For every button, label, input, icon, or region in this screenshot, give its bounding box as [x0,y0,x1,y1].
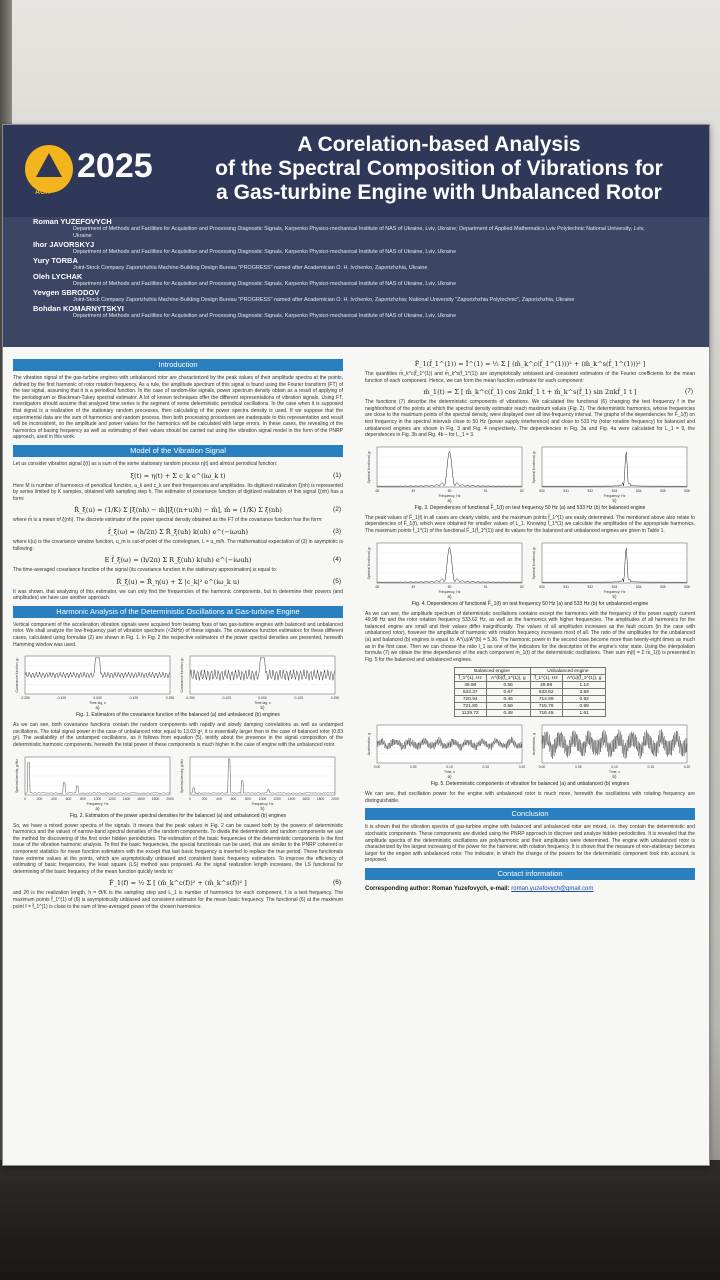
tick-label: 2000 [166,796,174,801]
table-header: f̂_1^(1), Hz [530,675,562,682]
table-cell: 0.46 [486,696,530,703]
section-harmonic-analysis: Harmonic Analysis of the Deterministic Oscillations at Gas-turbine Engine [13,606,343,618]
tick-label: -0.250 [20,696,30,701]
left-column [13,357,343,914]
author-name: Bohdan KOMARNYTSKYI [33,304,124,313]
results-text: The peak values of F̂_1(f) in all cases are clearly visible, and the maximum points f̂_1^(1) are easily determined. The mentioned above also relate to dependencies of F̂_1(f), which were obtained for smaller values of L_1. Knowing f̂_1^(1) we calculate the amplitudes of the appropriate harmonics. The maximum points f̂_1^(1) of the functional F̂_1(f̂_1^(1)) and its values for the balanced and unbalanced engines are given in Table 1. [365,514,695,534]
tick-label: 1400 [122,796,131,801]
tick-label: 0.00 [538,765,546,770]
results-text: As we can see, the amplitude spectrum of deterministic oscillations contains except the harmonics with the frequency of the power supply current 49.98 Hz and the rotor rotation frequency 533.62 Hz, as well as the harmonics with higher frequencies. The amplitudes of all harmonics for the balanced engine are small and their values differ insignificantly. The values of all amplitudes increases as the fault occurs (in the case with unbalanced rotor), however the amplitude of harmonic with rotation frequency increases most of all. The ratio of the amplitudes for the unbalanced (a) and balanced (b) engines is equal to: A^(u)/A^(b) = 5.36. The harmonic power in the second case become more than twenty-eight times as much as in the first case. Then we can choose the ratio I_1 as one of the indicators for the description of the engine's rotor state. Using the interpolation formula (7) we obtain the time dependence of the each component m̂_1(t) of the deterministic oscillations. Their sum m̂(t) = Σ m̂_1(t) is presented in Fig. 5 for the balanced and unbalanced engines. [365,610,695,663]
subfigure-label: b) [612,593,617,599]
tick-label: 1400 [287,796,296,801]
tick-label: -0.125 [56,696,67,701]
tick-label: 1000 [93,796,102,801]
equation-body: m̂_1(t) = Σ [ m̂_k^c(f̂_1) cos 2πkf̂_1 t + m̂_k^s(f̂_1) sin 2πkf̂_1 t ] [423,388,637,397]
x-axis-label: Frequency, Hz [438,589,461,594]
equation-body: F̂_1(f) = ½ Σ [ (m̂_k^c(f))² + (m̂_k^s(f))² ] [109,879,247,888]
acit-logo-icon [25,145,73,193]
poster [2,124,710,1166]
right-column [365,357,695,892]
results-text: The functions (7) describe the deterministic components of vibrations. We calculated the functional (6) changing the test frequency f in the neighborhood of the points at which the spectral density estimator reach maximum values (Fig. 2). The deterministic harmonics, whose frequencies are close to the maximum points of the spectral density, were displayed over all low-frequency interval. The graphs of the dependencies for F̂_1(f) on test frequency in the spectral intervals close to 50 Hz (power supply interference) and close to 533 Hz (rotor rotation frequency) for balanced and unbalanced engines are shown in Fig. 3 and Fig. 4 respectively. The dependencies in Fig. 3a and Fig. 4a were calculated for L_1 = 9, the dependences in Fig. 3b and Fig. 4b – for L_1 = 3. [365,399,695,439]
table-group-header: Unbalanced engine [530,668,606,675]
tick-label: 533 [611,488,618,493]
x-axis-label: Time, s [444,770,455,775]
subfigure-label: a) [95,805,100,811]
table-cell: 0.59 [486,703,530,710]
figure-2 [13,753,343,811]
equation-body: ξ(t) = η(t) + Σ c_k e^(iω_k t) [130,471,226,480]
contact-email-link[interactable]: roman.yuzefovych@gmail.com [511,886,594,893]
y-axis-label: Covariance function, g² [180,657,184,693]
subfigure-label: b) [612,497,617,503]
model-text: Let us consider vibration signal ξ(t) as a sum of the some stationary random process η(t) and almost periodical function: [13,460,278,467]
table-cell: 0.56 [486,682,530,689]
table-cell: 721.80 [454,703,486,710]
equation-2 [13,506,343,514]
table-cell: 3.59 [562,689,606,696]
tick-label: 0.250 [165,696,175,701]
equation-number: (2) [333,506,341,514]
conference-year: 2025 [77,147,153,185]
x-axis-label: Time lag, s [254,701,271,706]
x-axis-label: Frequency, Hz [86,801,109,806]
tick-label: 532 [587,584,594,589]
y-axis-label: Spectral density, g²/Hz [15,758,19,793]
model-text: where m̂ is a mean of ξ(nh). The discrete estimator of the power spectral density obtained as the FT of the covariance function has the form: [13,517,323,524]
equation-1 [13,472,343,480]
tick-label: 48 [375,584,379,589]
figure-caption: Fig. 1. Estimators of the covariance function of the balanced (a) and unbalanced (b) engines [76,712,280,719]
tick-label: 1200 [273,796,281,801]
equation-5 [13,578,343,586]
y-axis-label: Spectral functional, g² [367,546,371,579]
tick-label: 49 [411,584,416,589]
equation-body: f̂_ξ(ω) = (h/2π) Σ R̂_ξ(uh) k(uh) e^(−iωuh) [107,527,249,536]
author-affiliation: Joint-Stock Company Zaporizhzhia Machine-Building Design Bureau "PROGRESS" named after Academician O. H. Ivchenko, Zaporizhzhia; National University "Zaporizhzhia Polytechnic", Zaporizhzhia, Ukraine [73,297,575,303]
tick-label: 0.125 [129,696,138,701]
fig1-charts [13,652,343,710]
tick-label: 49 [411,488,416,493]
subfigure-label: b) [612,774,617,780]
table-header: f̂_1^(1), Hz [454,675,486,682]
equation-body: R̂_ξ(u) = R̂_η(u) + Σ |c_k|² e^(iω_k u) [116,577,240,586]
author-name: Ihor JAVORSKYJ [33,240,95,249]
contact-label: Corresponding author: Roman Yuzefovych, e-mail: [365,886,510,893]
tick-label: 0.15 [647,765,655,770]
figure-1 [13,652,343,710]
tick-label: 1200 [108,796,116,801]
equation-number: (7) [685,388,693,396]
author-name: Yury TORBA [33,256,78,265]
tick-label: 0.20 [518,765,526,770]
table-header: A^(u)(f̂_1^(1)), g [562,675,606,682]
conclusion-text: It is shown that the vibration spectra of gas-turbine engine with balanced and unbalanced rotor are mixed, i.e. they contain the deterministic and stochastic components. These components are divided using the PNRP approach to discover and analyze hidden periodicities. It is revealed that the amplitude spectra of the deterministic oscillations are polyharmonic and their amplitudes were determined. The engine with unbalanced rotor is characterized by the largest increasing of the power for the harmonic with rotation frequency. It is shown that the measure of non-stationary becomes larger for the engine with unbalanced rotor. The indicator, in which the change of the powers for the deterministic component took into account, is proposed. [365,824,695,864]
tick-label: 533 [611,584,618,589]
tick-label: 536 [684,488,690,493]
figure-3 [365,443,695,503]
tick-label: 1800 [151,796,160,801]
table-cell: 0.92 [562,696,606,703]
tick-label: 0.10 [611,765,618,770]
x-axis-label: Frequency, Hz [603,493,626,498]
equation-body: E f̂_ξ(ω) = (h/2π) Σ R_ξ(uh) k(uh) e^(−iωuh) [104,556,252,565]
tick-label: 1600 [302,796,310,801]
tick-label: 200 [36,796,43,801]
section-introduction: Introduction [13,359,343,371]
table-header: A^(b)(f̂_1^(1)), g [486,675,530,682]
tick-label: 534 [635,488,642,493]
table-cell: 49.98 [454,682,486,689]
figure-caption: Fig. 4. Dependences of functional F̂_1(f) on test frequency 50 Hz (a) and 533 Hz (b) for unbalanced engine [411,600,649,607]
tick-label: 48 [375,488,379,493]
table-group-header: Balanced engine [454,668,530,675]
tick-label: 0.125 [294,696,303,701]
model-text: The time-averaged covariance function of the signal (its covariance function in the stationary approximation) is equal to: [13,567,278,574]
figure-5 [365,721,695,779]
table-cell: 533.37 [454,689,486,696]
tick-label: 600 [230,796,237,801]
results-text: The quantities m̂_k^c(f̂_1^(1)) and m̂_k^s(f̂_1^(1)) are asymptotically unbiased and consistent estimators of the Fourier coefficients for the mean function of each component. Hence, we can form the mean function estimator for each component: [365,371,695,384]
table-cell: 0.98 [562,703,606,710]
equation-number: (5) [333,577,341,585]
author-affiliation: Department of Methods and Facilities for Acquisition and Processing Diagnostic Signals, Karpenko Physico-mechanical Institute of NAS of Ukraine, Lviv, Ukraine [73,249,457,255]
author-name: Roman YUZEFOVYCH [33,217,112,226]
y-axis-label: Spectral functional, g² [532,546,536,579]
table-cell: 714.99 [530,696,562,703]
tick-label: 1800 [316,796,325,801]
tick-label: 400 [51,796,57,801]
tick-label: 0.20 [683,765,691,770]
authors-list [33,217,653,320]
section-conclusion: Conclusion [365,808,695,820]
equation-number: (3) [333,527,341,535]
table-cell: 1.14 [562,682,606,689]
table-cell: 715.76 [530,703,562,710]
tick-label: 530 [539,488,545,493]
author-name: Oleh LYCHAK [33,272,83,281]
section-model: Model of the Vibration Signal [13,445,343,457]
fig3-charts [365,443,695,503]
tick-label: 600 [65,796,72,801]
table-cell: 1129.72 [454,710,486,717]
y-axis-label: Spectral density, g²/Hz [180,758,184,793]
table-cell: 0.67 [486,689,530,696]
equation-number: (6) [333,879,341,887]
fig5-charts [365,721,695,779]
tick-label: 800 [80,796,86,801]
equation-top: F̂_1(f̂_1^(1)) = Î^(1) = ½ Σ [ (m̂_k^c(f̂_1^(1)))² + (m̂_k^s(f̂_1^(1)))² ] [414,360,646,368]
tick-label: 0.05 [574,765,582,770]
model-text: where k(u) is the covariance window function, u_m is cut-of point of the correlogram, L = u_m/h. The mathematical expectation of (3) in asymptotic is following: [13,538,343,552]
x-axis-label: Frequency, Hz [603,589,626,594]
x-axis-label: Time, s [609,770,620,775]
floor [0,1160,720,1280]
table-cell: 0.48 [486,710,530,717]
tick-label: 800 [245,796,251,801]
author-affiliation: Department of Methods and Facilities for Acquisition and Processing Diagnostic Signals, Karpenko Physico-mechanical Institute of NAS of Ukraine, Lviv, Ukraine [73,281,457,287]
table-row [454,689,606,696]
subfigure-label: b) [260,805,265,811]
tick-label: 51 [483,488,488,493]
subfigure-label: b) [260,705,265,711]
poster-title [179,133,699,205]
x-axis-label: Frequency, Hz [251,801,274,806]
subfigure-label: a) [95,705,100,711]
tick-label: 0.000 [93,696,102,701]
tick-label: 530 [539,584,545,589]
tick-label: 0 [24,796,26,801]
tick-label: 51 [483,584,488,589]
author-affiliation: Department of Methods and Facilities for Acquisition and Processing Diagnostic Signals, Karpenko Physico-mechanical Institute of NAS of Ukraine, Lviv, Ukraine; Department of Applied Mathematics Lviv Polytechnic National University, Lviv, Ukraine [73,226,645,239]
tick-label: 534 [635,584,642,589]
tick-label: 400 [216,796,222,801]
table-cell: 533.62 [530,689,562,696]
results-text: We can see, that oscillation power for the engine with unbalanced rotor is much more, herewith the oscillations with rotating frequency are distinguishable. [365,791,695,804]
title-line-2: of the Spectral Composition of Vibrations for [215,157,663,180]
table-cell: 720.94 [454,696,486,703]
model-text: Here M is number of harmonics of periodical function, a_k and c_k are their frequencies and amplitudes. Its digitized realization ξ(nh) is represented by series limited by K samples, obtained with sampling step h. The estimator of covariance function of digitized realization of this signal ξ(nh) has a form: [13,482,343,502]
tick-label: 52 [520,584,524,589]
section-contact: Contact information [365,868,695,880]
harmonic-text: So, we have a mixed power spectra of the signals. It means that the peak values in Fig. 2 can be caused both by the powers of deterministic harmonics and the values of narrow-band spectral densities of the random components. To divide the deterministic and random components we use the method for discovering of the first order hidden periodicities. The estimation of the basic frequencies of the deterministic components is the first issue of the vibration harmonic analysis. To find the basic frequencies, the special functionals can be used, that are similar to the PNRP coherent or component statistics for mean function estimators with the except that last basic frequency is inserted to replace the true period. These functionals have extreme values at the points, which are asymptotically unbiased and consistent basic frequency estimators. To improve the efficiency of estimating of basic frequencies, the least square (LS) method was proposed. As the signal realization length increases, the LS functional for determining of the basic frequency of the mean function quickly tends to: [13,822,343,875]
tick-label: 531 [563,488,570,493]
y-axis-label: Spectral functional, g² [367,450,371,484]
author-name: Yevgen SBRODOV [33,288,100,297]
y-axis-label: Acceleration, g [532,733,536,756]
figure-4 [365,539,695,599]
equation-number: (1) [333,471,341,479]
tick-label: 0.000 [258,696,267,701]
subfigure-label: a) [447,497,452,503]
table-row [454,696,606,703]
poster-header [3,125,709,347]
tick-label: 535 [659,488,666,493]
figure-caption: Fig. 5. Deterministic components of vibration for balanced (a) and unbalanced (b) engines [430,781,630,788]
x-axis-label: Frequency, Hz [438,493,461,498]
table-cell: 716.45 [530,710,562,717]
model-text: It was shown, that analyzing of this estimator, we can only find the frequencies of the harmonic components, but to determine their powers (and amplitudes) we have use another approach. [13,588,343,602]
author-affiliation: Joint-Stock Company Zaporizhzhia Machine-Building Design Bureau "PROGRESS" named after Academician O. H. Ivchenko, Zaporizhzhia, Ukraine [73,265,428,271]
y-axis-label: Acceleration, g [367,733,371,756]
tick-label: -0.125 [221,696,232,701]
equation-7 [365,388,695,396]
equation-number: (4) [333,556,341,564]
table-row [454,710,606,717]
tick-label: 52 [520,488,524,493]
tick-label: 0.10 [446,765,453,770]
tick-label: 2000 [331,796,339,801]
tick-label: 50 [447,488,452,493]
contact-info [365,886,695,892]
harmonic-text: Vertical component of the acceleration vibration signals were acquired from bearing fixes of two gas-turbine engines with balanced and unbalanced rotor. We shall analyze the low-frequency part of vibration spectrum (<2kHz) of these signals. The covariance function estimators for these different cases, calculated using formulae (2) are shown in Fig. 1. In Fig. 2 the respective estimators of the power spectral densities are presented, herewith Hamming window was used. [13,621,343,648]
tick-label: 531 [563,584,570,589]
tick-label: 532 [587,488,594,493]
tick-label: 1600 [137,796,145,801]
harmonic-text: and 2θ is the realization length, h = Θ/K is the sampling step and L_1 is number of harmonics for each component, f is a test frequency. The maximum points f̂_1^(1) of (6) is asymptotically unbiased and consistent estimator for the mean basic frequency. The functional (6) at the maximum point f = f̂_1^(1) is close to the sum of time-averaged power of the chosen harmonics: [13,890,343,910]
intro-text: The vibration signal of the gas-turbine engines with unbalanced rotor are characterized by the peak values of their amplitude spectra at the points, defined by the first harmonic of rotor rotation frequency. As a rule, the amplitude spectrum of this signal is found using the Fourier transform (FT) of the raw signal, assuming that it is a periodical function. In the case of random-like signals, power spectrum density obtain as a result of applying of the periodogram or Blackman-Tukey spectral estimator. A lot of known techniques offer the different representations of vibration signals. Using FT, investigators should assume that analyzed time series is the segment of some deterministic periodical oscillations. In the case when it is supposed that signal is a realization of the stationary random processes, then calculating of the power spectra density is used. If we suppose that the experimental data are the sum of harmonics and random process, then both processing procedures are inadequate to this representation and result will be inconsistent, so the amplitude and power values for the harmonics will be calculated with large errors. In these cases, the revealing of the harmonics of basing frequency as well as estimating of their values should be carried out using the vibration signal model in the form of the PNRP approach, used in this work. [13,375,343,441]
tick-label: 50 [447,584,452,589]
equation-4 [13,556,343,564]
tick-label: 536 [684,584,690,589]
table-row [454,703,606,710]
tick-label: 0.15 [482,765,490,770]
tick-label: 0 [189,796,191,801]
tick-label: 200 [201,796,208,801]
tick-label: 535 [659,584,666,589]
y-axis-label: Spectral functional, g² [532,450,536,484]
equation-body: R̂_ξ(u) = (1/K) Σ [ξ(nh) − m̂][ξ((n+u)h) − m̂], m̂ = (1/K) Σ ξ(nh) [74,506,282,515]
equation-3 [13,528,343,536]
equation-6 [13,879,343,887]
fig4-charts [365,539,695,599]
subfigure-label: a) [447,593,452,599]
table-cell: 1.61 [562,710,606,717]
tick-label: 0.00 [373,765,381,770]
author-affiliation: Department of Methods and Facilities for Acquisition and Processing Diagnostic Signals, Karpenko Physico-mechanical Institute of NAS of Ukraine, Lviv, Ukraine [73,313,457,319]
figure-caption: Fig. 3. Dependences of functional F̂_1(f) on test frequency 50 Hz (a) and 533 Hz (b) for balanced engine [414,504,646,511]
fig2-charts [13,753,343,811]
logo-text: ACIT [35,189,52,196]
subfigure-label: a) [447,774,452,780]
y-axis-label: Covariance function, g² [15,657,19,693]
x-axis-label: Time lag, s [89,701,106,706]
results-table [454,667,607,717]
tick-label: 0.05 [409,765,417,770]
tick-label: 1000 [258,796,267,801]
title-line-3: a Gas-turbine Engine with Unbalanced Rotor [216,181,662,204]
table-cell: 49.98 [530,682,562,689]
tick-label: 0.250 [330,696,340,701]
figure-caption: Fig. 2. Estimators of the power spectral densities for the balanced (a) and unbalanced (b) engines [70,812,286,819]
harmonic-text: As we can see, both covariance functions contain the random components with rapidly and slowly damping correlations as well as undamped oscillations. The total signal power in the case of unbalanced rotor equal to 13.03 g², it is essentially larger than in the case of balanced rotor (0.83 g²). The availability of the undamped oscillations, as it follows from equation (5), testify about the presence in the signal composition of the deterministic harmonic components, herewith the total power of these components is much higher in the case of engine with the unbalanced rotor. [13,722,343,749]
title-line-1: A Corelation-based Analysis [297,133,581,156]
tick-label: -0.250 [185,696,195,701]
table-row [454,682,606,689]
